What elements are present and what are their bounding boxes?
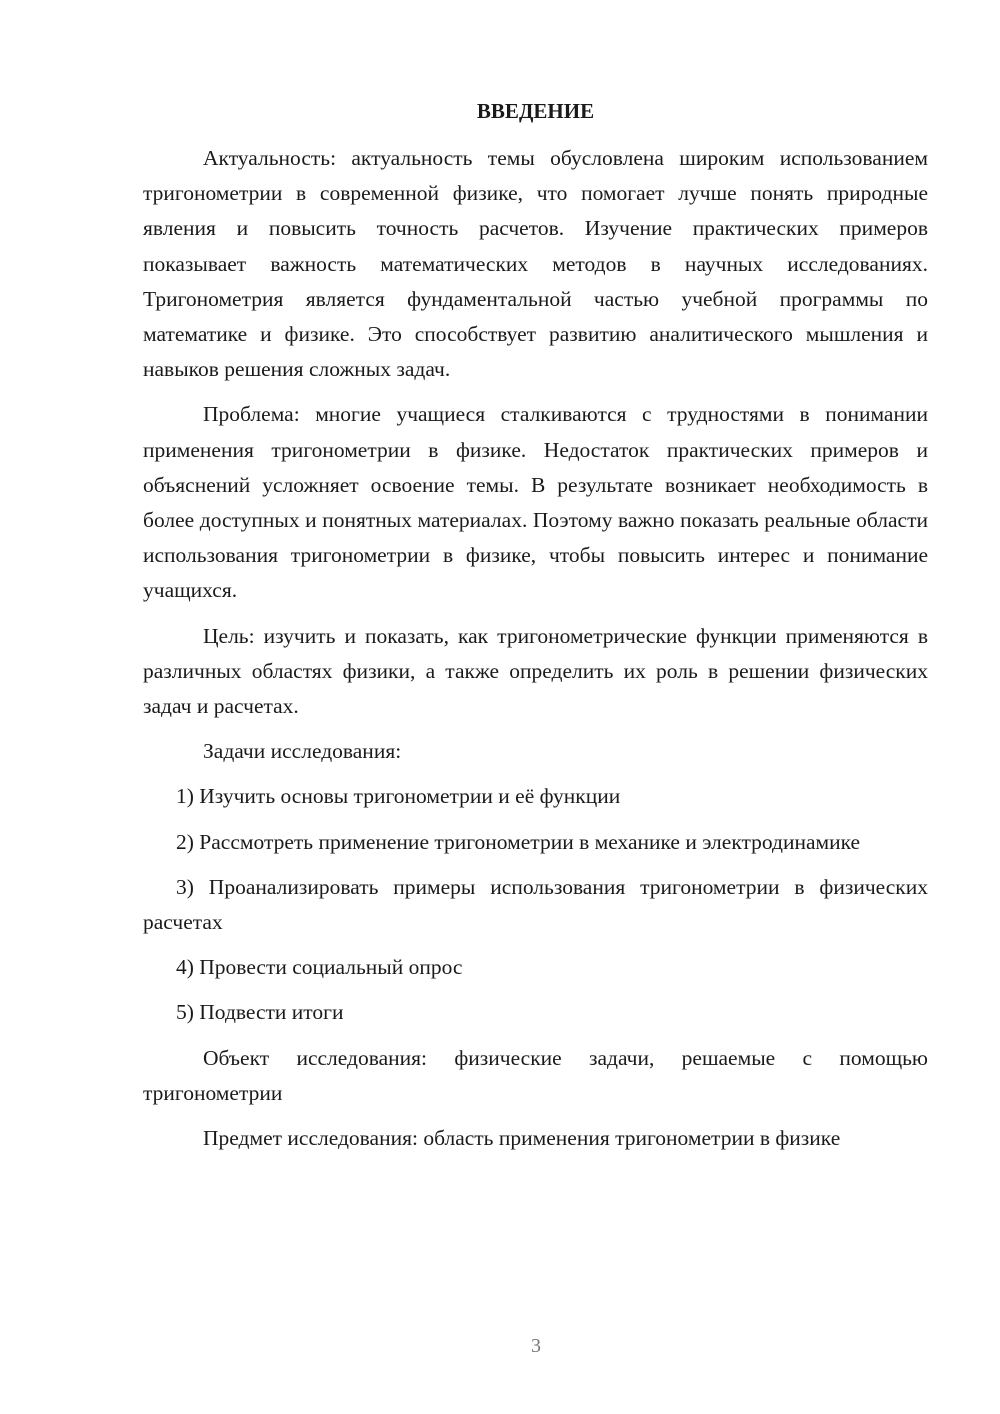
page-content: [143, 96, 928, 1156]
goal-paragraph: Цель: изучить и показать, как тригонометрические функции применяются в различных областях физики, а также определить их роль в решении физических задач и расчетах.: [143, 623, 928, 719]
page-title: ВВЕДЕНИЕ: [476, 99, 595, 123]
task-item-3: 3) Проанализировать примеры использования тригонометрии в физических расчетах: [143, 874, 928, 935]
task-item-2: 2) Рассмотреть применение тригонометрии в механике и электродинамике: [176, 829, 861, 854]
object-paragraph: Объект исследования: физические задачи, решаемые с помощью тригонометрии: [143, 1045, 928, 1105]
subject-paragraph: Предмет исследования: область применения тригонометрии в физике: [203, 1126, 841, 1151]
task-item-5: 5) Подвести итоги: [176, 1000, 344, 1025]
tasks-heading: Задачи исследования:: [203, 739, 402, 764]
task-item-4: 4) Провести социальный опрос: [176, 955, 463, 980]
page-number: 3: [531, 1335, 541, 1357]
relevance-paragraph: Актуальность: актуальность темы обусловлена широким использованием тригонометрии в современной физике, что помогает лучше понять природные явления и повысить точность расчетов. Изучение практических примеров показывает важность математических методов в научных исследованиях. Тригонометрия является фундаментальной частью учебной программы по математике и физике. Это способствует развитию аналитического мышления и навыков решения сложных задач.: [143, 146, 928, 382]
problem-paragraph: Проблема: многие учащиеся сталкиваются с трудностями в понимании применения тригонометрии в физике. Недостаток практических примеров и объяснений усложняет освоение темы. В результате возникает необходимость в более доступных и понятных материалах. Поэтому важно показать реальные области использования тригонометрии в физике, чтобы повысить интерес и понимание учащихся.: [143, 402, 928, 603]
task-item-1: 1) Изучить основы тригонометрии и её функции: [176, 784, 621, 809]
